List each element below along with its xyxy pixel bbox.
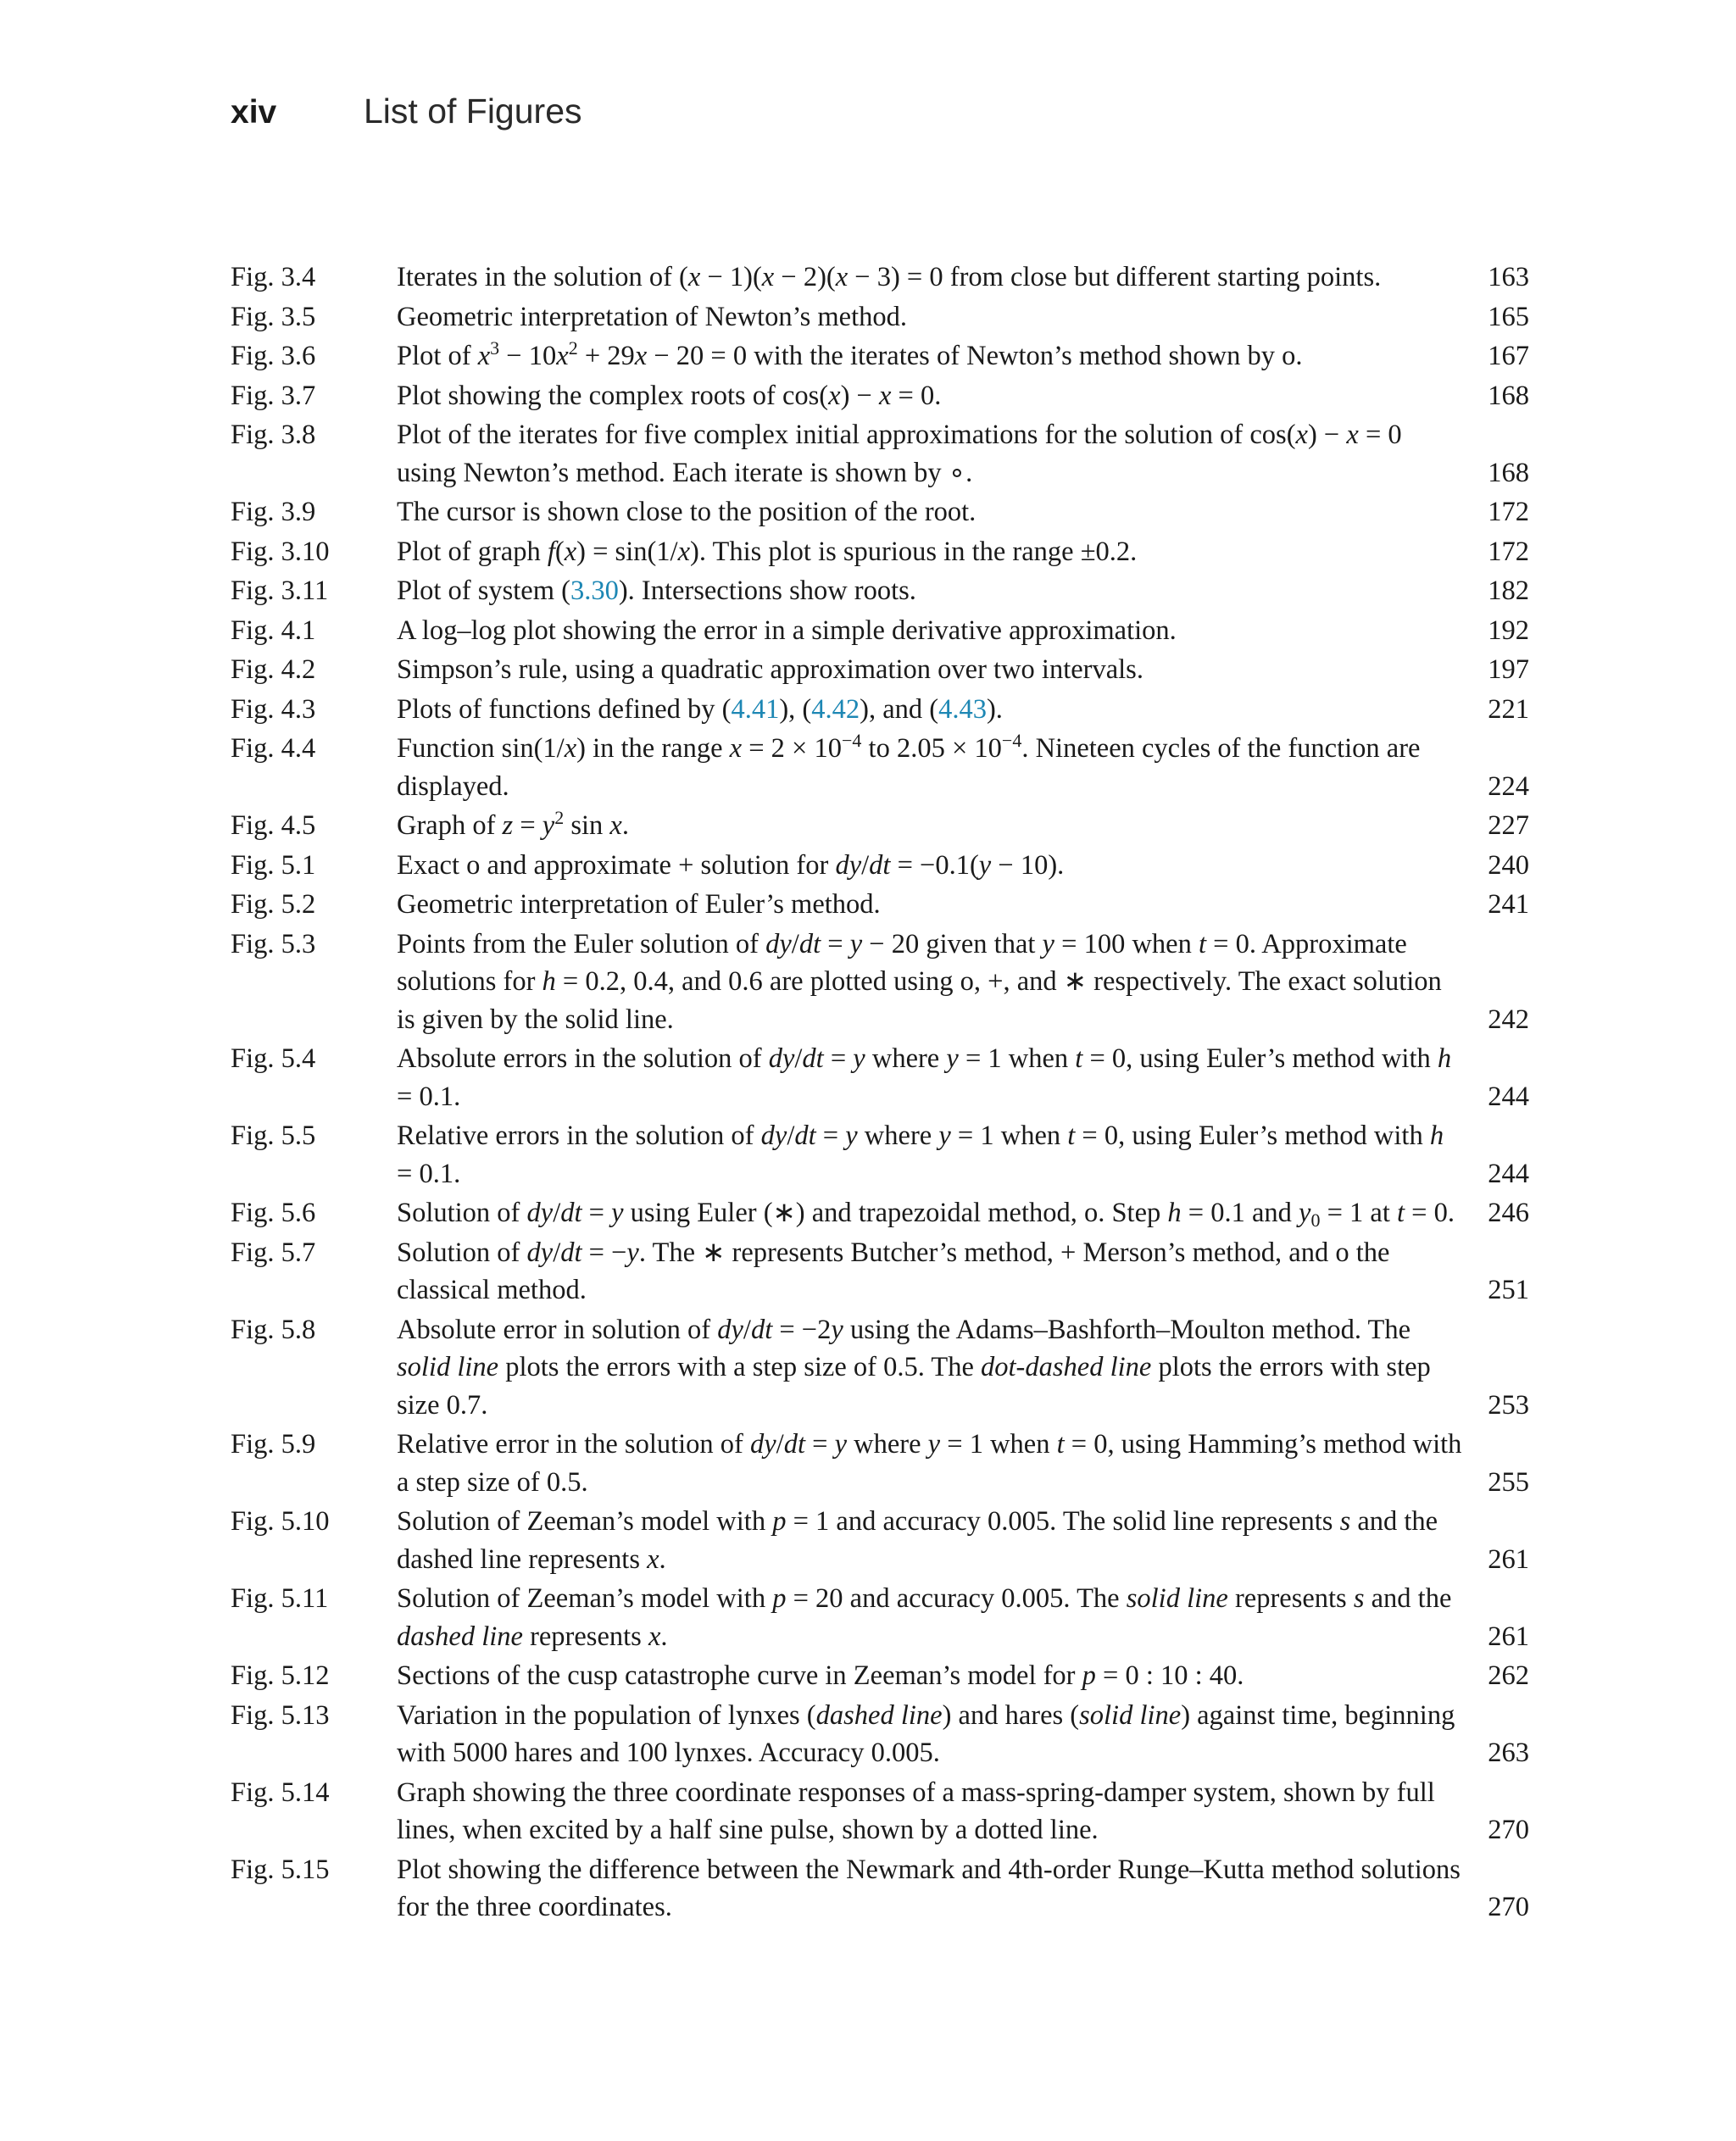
figure-page-number: 251: [1488, 1275, 1529, 1305]
list-of-figures: [231, 259, 1529, 1928]
figure-label: Fig. 4.2: [231, 654, 316, 685]
figure-label: Fig. 5.4: [231, 1043, 316, 1074]
figure-entry: [231, 1503, 1529, 1578]
figure-entry: [231, 926, 1529, 1039]
figure-caption: Absolute error in solution of dy/dt = −2y using the Adams–Bashforth–Moulton method. The solid line plots the errors with a step size of 0.5. The dot-dashed line plots the errors with step size 0.7.: [397, 1314, 1431, 1421]
figure-label: Fig. 5.9: [231, 1429, 316, 1460]
figure-caption: Solution of dy/dt = y using Euler (∗) and trapezoidal method, o. Step h = 0.1 and $y_0 = 1$ at t = 0.: [397, 1198, 1455, 1231]
figure-entry: [231, 416, 1529, 492]
figure-page-number: 165: [1488, 301, 1529, 332]
figure-page-number: 242: [1488, 1004, 1529, 1035]
figure-label: Fig. 5.7: [231, 1237, 316, 1268]
figure-page-number: 192: [1488, 614, 1529, 646]
figure-caption: Variation in the population of lynxes (dashed line) and hares (solid line) against time, beginning with 5000 hares and 100 lynxes. Accuracy 0.005.: [397, 1699, 1455, 1768]
figure-caption: Absolute errors in the solution of dy/dt = y where y = 1 when t = 0, using Euler’s method with h = 0.1.: [397, 1043, 1452, 1112]
figure-label: Fig. 5.6: [231, 1198, 316, 1228]
figure-entry: [231, 533, 1529, 571]
figure-label: Fig. 5.14: [231, 1777, 330, 1808]
figure-label: Fig. 5.3: [231, 928, 316, 959]
running-title: List of Figures: [364, 92, 582, 131]
figure-page-number: 261: [1488, 1543, 1529, 1575]
equation-link[interactable]: 4.42: [811, 693, 860, 725]
figure-page-number: 262: [1488, 1660, 1529, 1691]
figure-page-number: 240: [1488, 849, 1529, 881]
figure-caption: Geometric interpretation of Euler’s method.: [397, 889, 881, 920]
figure-label: Fig. 4.5: [231, 810, 316, 841]
figure-label: Fig. 3.6: [231, 341, 316, 371]
figure-caption: Graph of $z = y^2$ sin x.: [397, 807, 629, 841]
running-header: [231, 92, 582, 142]
figure-label: Fig. 5.2: [231, 889, 316, 920]
figure-page-number: 172: [1488, 497, 1529, 527]
figure-entry: [231, 1117, 1529, 1193]
figure-entry: [231, 807, 1529, 845]
figure-entry: [231, 691, 1529, 729]
figure-caption: Solution of dy/dt = −y. The ∗ represents Butcher’s method, + Merson’s method, and o the classical method.: [397, 1237, 1390, 1305]
figure-entry: [231, 651, 1529, 689]
figure-page-number: 224: [1488, 770, 1529, 802]
figure-caption: Relative errors in the solution of dy/dt = y where y = 1 when t = 0, using Euler’s method with h = 0.1.: [397, 1121, 1444, 1189]
figure-caption: Plot showing the difference between the Newmark and 4th-order Runge–Kutta method solutions for the three coordinates.: [397, 1854, 1461, 1922]
figure-entry: [231, 1426, 1529, 1501]
figure-page-number: 167: [1488, 341, 1529, 371]
figure-page-number: 244: [1488, 1081, 1529, 1112]
figure-label: Fig. 5.12: [231, 1660, 330, 1691]
figure-page-number: 197: [1488, 654, 1529, 685]
figure-caption: Iterates in the solution of (x − 1)(x − 2)(x − 3) = 0 from close but different starting points.: [397, 262, 1382, 292]
figure-page-number: 244: [1488, 1158, 1529, 1189]
figure-page-number: 221: [1488, 693, 1529, 725]
figure-caption: Geometric interpretation of Newton’s method.: [397, 301, 907, 332]
figure-page-number: 227: [1488, 810, 1529, 841]
figure-label: Fig. 3.8: [231, 420, 316, 450]
figure-caption: Simpson’s rule, using a quadratic approximation over two intervals.: [397, 654, 1143, 685]
figure-caption: Sections of the cusp catastrophe curve in Zeeman’s model for p = 0 : 10 : 40.: [397, 1660, 1244, 1691]
figure-label: Fig. 5.5: [231, 1121, 316, 1151]
figure-entry: [231, 337, 1529, 375]
figure-page-number: 182: [1488, 576, 1529, 606]
figure-entry: [231, 1580, 1529, 1655]
figure-label: Fig. 5.1: [231, 849, 316, 881]
figure-caption: Plot showing the complex roots of cos(x) − x = 0.: [397, 380, 942, 411]
figure-page-number: 253: [1488, 1389, 1529, 1421]
figure-page-number: 270: [1488, 1815, 1529, 1845]
figure-label: Fig. 3.4: [231, 262, 316, 292]
figure-label: Fig. 4.1: [231, 614, 316, 646]
figure-entry: [231, 612, 1529, 650]
figure-caption: Solution of Zeeman’s model with p = 1 and accuracy 0.005. The solid line represents s and the dashed line represents x.: [397, 1506, 1438, 1575]
figure-caption: Relative error in the solution of dy/dt = y where y = 1 when t = 0, using Hamming’s method with a step size of 0.5.: [397, 1429, 1462, 1498]
figure-entry: [231, 1311, 1529, 1425]
figure-caption: Plot of graph f(x) = sin(1/x). This plot is spurious in the range ±0.2.: [397, 536, 1138, 567]
figure-entry: [231, 1697, 1529, 1772]
equation-link[interactable]: 3.30: [570, 576, 619, 606]
figure-entry: [231, 1774, 1529, 1849]
figure-label: Fig. 3.7: [231, 380, 316, 411]
figure-caption: Function sin(1/x) in the range $x = 2 \times 10^{-4}$ to $2.05 \times 10^{-4}$. Nineteen cycles of the function are displayed.: [397, 730, 1421, 802]
figure-page-number: 172: [1488, 536, 1529, 567]
figure-label: Fig. 5.13: [231, 1699, 330, 1731]
figure-caption: The cursor is shown close to the position of the root.: [397, 497, 976, 527]
figure-label: Fig. 3.10: [231, 536, 330, 567]
figure-caption: Points from the Euler solution of dy/dt = y − 20 given that y = 100 when t = 0. Approximate solutions for h = 0.2, 0.4, and 0.6 are plotted using o, +, and ∗ respectively. The exact solution is given by the solid line.: [397, 928, 1442, 1035]
figure-label: Fig. 3.5: [231, 301, 316, 332]
figure-page-number: 263: [1488, 1738, 1529, 1768]
figure-caption: Plots of functions defined by (4.41), (4.42), and (4.43).: [397, 693, 1003, 725]
figure-label: Fig. 3.9: [231, 497, 316, 527]
figure-label: Fig. 3.11: [231, 576, 329, 606]
figure-page-number: 168: [1488, 380, 1529, 411]
figure-label: Fig. 5.15: [231, 1854, 330, 1885]
figure-page-number: 246: [1488, 1198, 1529, 1228]
figure-entry: [231, 1040, 1529, 1115]
equation-link[interactable]: 4.41: [731, 693, 780, 725]
figure-entry: [231, 847, 1529, 885]
figure-entry: [231, 1194, 1529, 1232]
figure-entry: [231, 1234, 1529, 1310]
equation-link[interactable]: 4.43: [938, 693, 987, 725]
figure-entry: [231, 377, 1529, 415]
figure-entry: [231, 1657, 1529, 1695]
figure-caption: Plot of $x^3 - 10x^2 + 29x - 20 = 0$ with the iterates of Newton’s method shown by o.: [397, 337, 1303, 371]
figure-entry: [231, 1851, 1529, 1927]
figure-page-number: 163: [1488, 262, 1529, 292]
figure-label: Fig. 4.4: [231, 733, 316, 764]
figure-entry: [231, 572, 1529, 610]
figure-entry: [231, 259, 1529, 297]
figure-caption: Solution of Zeeman’s model with p = 20 and accuracy 0.005. The solid line represents s and the dashed line represents x.: [397, 1583, 1452, 1652]
figure-caption: Plot of the iterates for five complex initial approximations for the solution of cos(x) − x = 0 using Newton’s method. Each iterate is shown by ∘.: [397, 420, 1402, 488]
figure-page-number: 270: [1488, 1892, 1529, 1922]
figure-page-number: 255: [1488, 1466, 1529, 1498]
figure-page-number: 241: [1488, 889, 1529, 920]
figure-entry: [231, 886, 1529, 924]
figure-caption: A log–log plot showing the error in a simple derivative approximation.: [397, 614, 1177, 646]
figure-entry: [231, 730, 1529, 805]
figure-caption: Exact o and approximate + solution for dy/dt = −0.1(y − 10).: [397, 849, 1065, 881]
figure-caption: Graph showing the three coordinate responses of a mass-spring-damper system, shown by full lines, when excited by a half sine pulse, shown by a dotted line.: [397, 1777, 1435, 1845]
figure-entry: [231, 493, 1529, 531]
figure-caption: Plot of system (3.30). Intersections show roots.: [397, 576, 916, 606]
figure-page-number: 261: [1488, 1621, 1529, 1652]
figure-label: Fig. 4.3: [231, 693, 316, 725]
figure-page-number: 168: [1488, 457, 1529, 488]
figure-label: Fig. 5.11: [231, 1583, 329, 1614]
figure-entry: [231, 298, 1529, 336]
figure-label: Fig. 5.10: [231, 1506, 330, 1537]
figure-label: Fig. 5.8: [231, 1314, 316, 1345]
page-number: xiv: [231, 94, 277, 131]
